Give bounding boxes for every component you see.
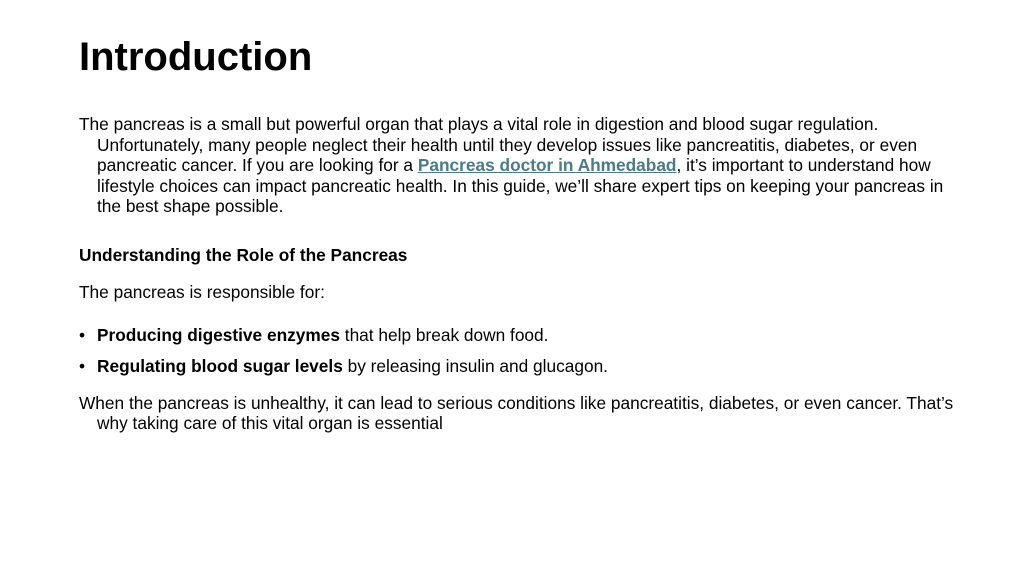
section-heading: Understanding the Role of the Pancreas [79,244,408,265]
responsibility-list [79,325,959,377]
bullet-icon: • [79,324,86,345]
list-item-bold: Regulating blood sugar levels [97,356,343,376]
list-item [79,356,959,377]
list-item [79,325,959,346]
bullet-icon: • [79,356,86,376]
pancreas-doctor-link[interactable]: Pancreas doctor in Ahmedabad [417,155,677,175]
intro-paragraph [79,114,959,217]
slide-body [79,114,959,434]
list-item-text: that help break down food. [339,324,549,345]
closing-paragraph: When the pancreas is unhealthy, it can lead to serious conditions like pancreatitis, diabetes, or even cancer. That’s why taking care of this vital organ is essential [79,392,954,433]
list-item-text: by releasing insulin and glucagon. [342,356,608,376]
list-item-bold: Producing digestive enzymes [97,324,340,345]
page-title: Introduction [79,35,313,79]
intro-text-before-link: The pancreas is a small but powerful organ that plays a vital role in digestion and blood sugar regulation. Unfortunately, many people neglect their health until they develop issues like pancreatitis, diabetes, or even pancreatic cancer. If you are looking for a [79,114,918,175]
intro-text-after-link: , it’s important to understand how lifestyle choices can impact pancreatic health. In this guide, we’ll share expert tips on keeping your pancreas in the best shape possible. [97,155,944,216]
responsible-text: The pancreas is responsible for: [79,282,325,302]
